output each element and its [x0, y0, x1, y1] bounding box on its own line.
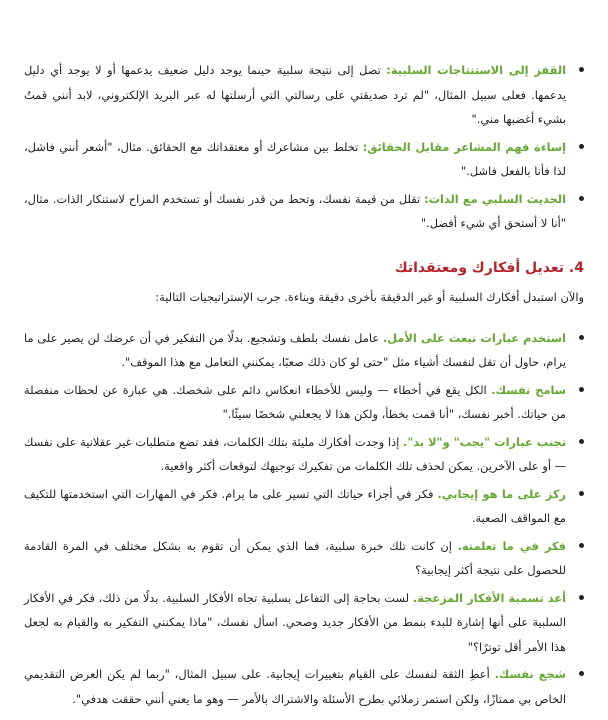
item-term: الحديث السلبي مع الذات: — [424, 191, 566, 206]
item-term: القفز إلى الاستنتاجات السلبية: — [386, 63, 566, 77]
item-text: تقلل من قيمة نفسك، وتحط من قدر نفسك أو تستخدم المزاح لاستنكار الذات. مثال، "أنا لا أستحق أي شيء أفضل." — [24, 191, 566, 230]
bullet-icon — [579, 335, 584, 340]
item-term: سامح نفسك. — [491, 382, 566, 397]
item-term: تجنب عبارات "يجب" و"لا بد". — [403, 434, 566, 449]
bullet-icon — [579, 144, 584, 149]
bullet-icon — [579, 491, 584, 496]
item-term: ركز على ما هو إيجابي. — [437, 486, 567, 501]
item-text: الكل يقع في أخطاء — وليس للأخطاء انعكاس دائم على شخصك. هي عبارة عن لحظات منفصلة من حياتك. أخبر نفسك، "أنا قمت بخطأ، ولكن هذا لا يجعلني شخصًا سيئًا." — [24, 382, 566, 421]
list-item — [24, 662, 584, 711]
item-text: لست بحاجة إلى التفاعل بسلبية تجاه الأفكار السلبية. بدلًا من ذلك، فكر في الأفكار السلبية على أنها إشارة للبدء بنمط من الأفكار جديد وصحي. اسأل نفسك، "ماذا يمكنني التفكير به والقيام به لجعل هذا الأمر أقل توترًا؟" — [24, 590, 566, 654]
item-text: عامل نفسك بلطف وتشجيع. بدلًا من التفكير في أن عرضك لن يصير على ما يرام، حاول أن تقل لنفسك أشياء مثل "حتى لو كان ذلك صعبًا، يمكنني التعامل مع هذا الموقف". — [24, 330, 566, 369]
section-intro: والآن استبدل أفكارك السلبية أو غير الدقيقة بأخرى دقيقة وبناءة. جرب الإستراتيجيات التالية: — [155, 289, 584, 304]
document-page — [24, 58, 584, 714]
bullet-icon — [579, 543, 584, 548]
item-term: استخدم عبارات تبعث على الأمل. — [382, 330, 566, 345]
item-text: أعطِ الثقة لنفسك على القيام بتغييرات إيجابية. على سبيل المثال، "ربما لم يكن العرض التقديمي الخاص بي ممتازًا، ولكن استمر زملائي بطرح الأسئلة والاشتراك بالأمر — وهو ما يعني أنني حققت هدفي". — [24, 667, 566, 706]
section-heading: 4. تعديل أفكارك ومعتقداتك — [394, 259, 584, 276]
item-text: فكر في أجزاء حياتك التي تسير على ما يرام. فكر في المهارات التي استخدمتها للتكيف مع المواقف الصعبة. — [24, 486, 566, 525]
cognitive-distortions-list — [24, 58, 584, 236]
bullet-icon — [579, 387, 584, 392]
list-item — [24, 58, 584, 132]
list-item — [24, 586, 584, 660]
bullet-icon — [579, 439, 584, 444]
item-text: إن كانت تلك خبرة سلبية، فما الذي يمكن أن تقوم به بشكل مختلف في المرة القادمة للحصول على نتيجة أكثر إيجابية؟ — [24, 538, 566, 577]
strategies-list — [24, 326, 584, 712]
item-term: فكر في ما تعلمته. — [457, 538, 566, 553]
list-item — [24, 187, 584, 236]
item-term: إساءة فهم المشاعر مقابل الحقائق: — [362, 139, 566, 154]
list-item — [24, 482, 584, 531]
list-item — [24, 326, 584, 375]
list-item — [24, 378, 584, 427]
list-item — [24, 135, 584, 184]
item-term: أعد تسمية الأفكار المزعجة. — [412, 590, 567, 605]
item-text: إذا وجدت أفكارك مليئة بتلك الكلمات، فقد تضع متطلبات غير عقلانية على نفسك — أو على الآخرين. يمكن لحذف تلك الكلمات من تفكيرك توجيهك لتوقعات أكثر واقعية. — [24, 434, 566, 473]
list-item — [24, 430, 584, 479]
bullet-icon — [579, 67, 584, 72]
bullet-icon — [579, 595, 584, 600]
item-text: تخلط بين مشاعرك أو معتقداتك مع الحقائق. مثال، "أشعر أنني فاشل، لذا فأنا بالفعل فاشل." — [24, 139, 566, 178]
list-item — [24, 534, 584, 583]
item-text: تصل إلى نتيجة سلبية حينما يوجد دليل ضعيف يدعمها أو لا يوجد أي دليل يدعمها. فعلى سبيل المثال، "لم ترد صديقتي على رسالتي التي أرسلتها له عبر البريد الإلكتروني، لابد أنني قمتُ بشيء أغضبها مني." — [24, 63, 566, 126]
bullet-icon — [579, 196, 584, 201]
item-term: شجع نفسك. — [494, 667, 566, 681]
bullet-icon — [579, 671, 584, 676]
